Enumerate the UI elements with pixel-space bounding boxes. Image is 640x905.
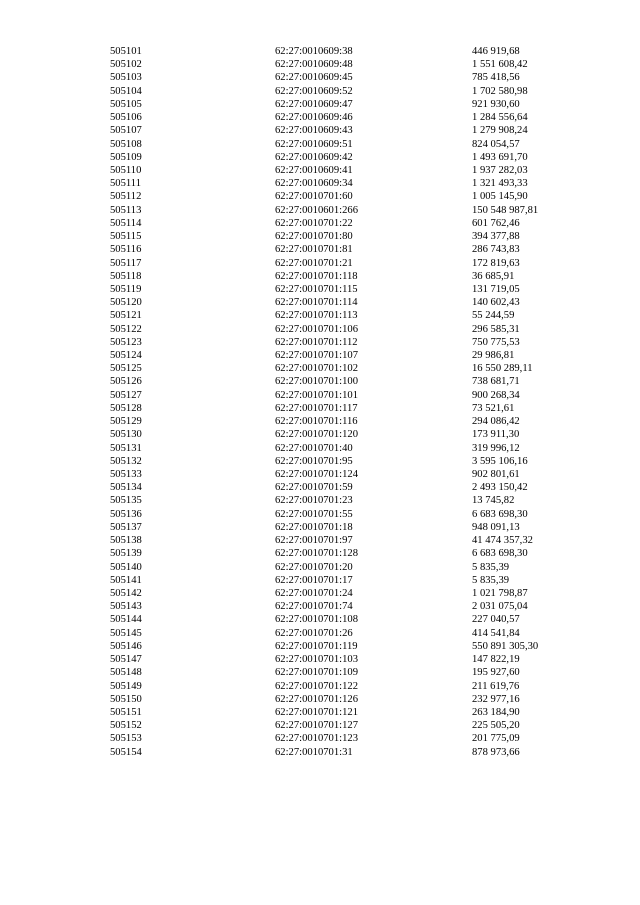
cadastral-number: 62:27:0010701:95 bbox=[275, 455, 353, 467]
cadastral-number: 62:27:0010701:121 bbox=[275, 706, 358, 718]
table-row bbox=[110, 257, 570, 270]
row-number: 505138 bbox=[110, 535, 142, 547]
cadastral-value: 150 548 987,81 bbox=[472, 204, 539, 216]
table-row bbox=[110, 666, 570, 679]
table-row bbox=[110, 587, 570, 600]
table-row bbox=[110, 402, 570, 415]
cadastral-value: 824 054,57 bbox=[472, 138, 520, 150]
cadastral-value: 55 244,59 bbox=[472, 310, 515, 322]
row-number: 505146 bbox=[110, 640, 142, 652]
cadastral-value: 1 284 556,64 bbox=[472, 112, 528, 124]
cadastral-value: 263 184,90 bbox=[472, 706, 520, 718]
cadastral-number: 62:27:0010609:46 bbox=[275, 112, 353, 124]
cadastral-number: 62:27:0010609:51 bbox=[275, 138, 353, 150]
cadastral-value: 414 541,84 bbox=[472, 627, 520, 639]
row-number: 505110 bbox=[110, 164, 142, 176]
row-number: 505136 bbox=[110, 508, 142, 520]
table-row bbox=[110, 283, 570, 296]
table-row bbox=[110, 719, 570, 732]
table-row bbox=[110, 494, 570, 507]
cadastral-number: 62:27:0010701:80 bbox=[275, 231, 353, 243]
table-row bbox=[110, 640, 570, 653]
table-row bbox=[110, 561, 570, 574]
cadastral-number: 62:27:0010701:103 bbox=[275, 654, 358, 666]
cadastral-number: 62:27:0010701:102 bbox=[275, 363, 358, 375]
table-row bbox=[110, 613, 570, 626]
row-number: 505153 bbox=[110, 733, 142, 745]
table-row bbox=[110, 706, 570, 719]
cadastral-value: 1 551 608,42 bbox=[472, 59, 528, 71]
row-number: 505141 bbox=[110, 574, 142, 586]
cadastral-value: 227 040,57 bbox=[472, 614, 520, 626]
cadastral-number: 62:27:0010701:40 bbox=[275, 442, 353, 454]
table-row bbox=[110, 270, 570, 283]
table-row bbox=[110, 455, 570, 468]
row-number: 505145 bbox=[110, 627, 142, 639]
row-number: 505150 bbox=[110, 693, 142, 705]
cadastral-number: 62:27:0010701:55 bbox=[275, 508, 353, 520]
row-number: 505125 bbox=[110, 363, 142, 375]
cadastral-value: 201 775,09 bbox=[472, 733, 520, 745]
cadastral-value: 173 911,30 bbox=[472, 429, 520, 441]
cadastral-value: 195 927,60 bbox=[472, 667, 520, 679]
cadastral-value: 225 505,20 bbox=[472, 720, 520, 732]
cadastral-number: 62:27:0010701:109 bbox=[275, 667, 358, 679]
cadastral-value: 601 762,46 bbox=[472, 217, 520, 229]
row-number: 505133 bbox=[110, 469, 142, 480]
cadastral-number: 62:27:0010701:115 bbox=[275, 283, 358, 295]
row-number: 505131 bbox=[110, 442, 142, 454]
table-row bbox=[110, 243, 570, 256]
cadastral-value: 131 719,05 bbox=[472, 283, 520, 295]
row-number: 505126 bbox=[110, 376, 142, 388]
table-row bbox=[110, 124, 570, 137]
row-number: 505105 bbox=[110, 98, 142, 110]
cadastral-number: 62:27:0010701:108 bbox=[275, 614, 358, 626]
cadastral-number: 62:27:0010701:31 bbox=[275, 746, 353, 758]
row-number: 505137 bbox=[110, 521, 142, 533]
cadastral-number: 62:27:0010609:38 bbox=[275, 46, 353, 57]
cadastral-number: 62:27:0010701:97 bbox=[275, 535, 353, 547]
cadastral-number: 62:27:0010701:106 bbox=[275, 323, 358, 335]
table-row bbox=[110, 481, 570, 494]
row-number: 505102 bbox=[110, 59, 142, 71]
cadastral-number: 62:27:0010609:34 bbox=[275, 178, 353, 190]
row-number: 505130 bbox=[110, 429, 142, 441]
row-number: 505124 bbox=[110, 350, 142, 362]
cadastral-value: 41 474 357,32 bbox=[472, 535, 533, 547]
cadastral-value: 73 521,61 bbox=[472, 402, 515, 414]
table-row bbox=[110, 653, 570, 666]
row-number: 505144 bbox=[110, 614, 142, 626]
table-row bbox=[110, 296, 570, 309]
cadastral-value: 750 775,53 bbox=[472, 336, 520, 348]
row-number: 505132 bbox=[110, 455, 142, 467]
cadastral-value: 1 937 282,03 bbox=[472, 164, 528, 176]
row-number: 505134 bbox=[110, 482, 142, 494]
table-row bbox=[110, 71, 570, 84]
cadastral-number: 62:27:0010701:113 bbox=[275, 310, 358, 322]
cadastral-value: 319 996,12 bbox=[472, 442, 520, 454]
row-number: 505116 bbox=[110, 244, 142, 256]
cadastral-value: 296 585,31 bbox=[472, 323, 520, 335]
cadastral-number: 62:27:0010701:107 bbox=[275, 350, 358, 362]
table-row bbox=[110, 58, 570, 71]
cadastral-number: 62:27:0010701:122 bbox=[275, 680, 358, 692]
cadastral-number: 62:27:0010701:18 bbox=[275, 521, 353, 533]
cadastral-value: 36 685,91 bbox=[472, 270, 515, 282]
cadastral-number: 62:27:0010609:41 bbox=[275, 164, 353, 176]
table-row bbox=[110, 336, 570, 349]
row-number: 505104 bbox=[110, 85, 142, 97]
cadastral-number: 62:27:0010609:45 bbox=[275, 72, 353, 84]
cadastral-value: 286 743,83 bbox=[472, 244, 520, 256]
cadastral-number: 62:27:0010701:114 bbox=[275, 297, 358, 309]
row-number: 505123 bbox=[110, 336, 142, 348]
row-number: 505112 bbox=[110, 191, 142, 203]
cadastral-value: 1 493 691,70 bbox=[472, 151, 528, 163]
cadastral-number: 62:27:0010701:21 bbox=[275, 257, 353, 269]
cadastral-number: 62:27:0010609:48 bbox=[275, 59, 353, 71]
row-number: 505117 bbox=[110, 257, 142, 269]
cadastral-value: 140 602,43 bbox=[472, 297, 520, 309]
row-number: 505135 bbox=[110, 495, 142, 507]
cadastral-value: 2 031 075,04 bbox=[472, 601, 528, 613]
row-number: 505111 bbox=[110, 178, 141, 190]
cadastral-number: 62:27:0010701:123 bbox=[275, 733, 358, 745]
table-row bbox=[110, 600, 570, 613]
cadastral-number: 62:27:0010701:116 bbox=[275, 416, 358, 428]
table-row bbox=[110, 45, 570, 58]
table-row bbox=[110, 521, 570, 534]
cadastral-value: 446 919,68 bbox=[472, 46, 520, 57]
cadastral-value: 172 819,63 bbox=[472, 257, 520, 269]
cadastral-number: 62:27:0010701:120 bbox=[275, 429, 358, 441]
row-number: 505128 bbox=[110, 402, 142, 414]
cadastral-value: 550 891 305,30 bbox=[472, 640, 539, 652]
cadastral-value: 900 268,34 bbox=[472, 389, 520, 401]
cadastral-value: 921 930,60 bbox=[472, 98, 520, 110]
row-number: 505109 bbox=[110, 151, 142, 163]
row-number: 505154 bbox=[110, 746, 142, 758]
row-number: 505119 bbox=[110, 283, 142, 295]
cadastral-number: 62:27:0010701:17 bbox=[275, 574, 353, 586]
row-number: 505142 bbox=[110, 587, 142, 599]
table-row bbox=[110, 217, 570, 230]
cadastral-number: 62:27:0010701:20 bbox=[275, 561, 353, 573]
table-row bbox=[110, 204, 570, 217]
row-number: 505122 bbox=[110, 323, 142, 335]
cadastral-number: 62:27:0010701:22 bbox=[275, 217, 353, 229]
table-row bbox=[110, 442, 570, 455]
table-row bbox=[110, 389, 570, 402]
row-number: 505121 bbox=[110, 310, 142, 322]
row-number: 505129 bbox=[110, 416, 142, 428]
cadastral-number: 62:27:0010701:117 bbox=[275, 402, 358, 414]
cadastral-value: 948 091,13 bbox=[472, 521, 520, 533]
table-row bbox=[110, 98, 570, 111]
table-row bbox=[110, 574, 570, 587]
cadastral-number: 62:27:0010601:266 bbox=[275, 204, 358, 216]
cadastral-number: 62:27:0010701:101 bbox=[275, 389, 358, 401]
cadastral-value: 232 977,16 bbox=[472, 693, 520, 705]
cadastral-value: 2 493 150,42 bbox=[472, 482, 528, 494]
cadastral-number: 62:27:0010701:124 bbox=[275, 469, 358, 480]
cadastral-value: 902 801,61 bbox=[472, 469, 520, 480]
table-row bbox=[110, 190, 570, 203]
row-number: 505140 bbox=[110, 561, 142, 573]
cadastral-number: 62:27:0010609:43 bbox=[275, 125, 353, 137]
cadastral-number: 62:27:0010701:23 bbox=[275, 495, 353, 507]
table-row bbox=[110, 746, 570, 759]
cadastral-number: 62:27:0010701:74 bbox=[275, 601, 353, 613]
cadastral-value: 13 745,82 bbox=[472, 495, 515, 507]
row-number: 505101 bbox=[110, 46, 142, 57]
table-row bbox=[110, 693, 570, 706]
row-number: 505103 bbox=[110, 72, 142, 84]
cadastral-number: 62:27:0010609:42 bbox=[275, 151, 353, 163]
cadastral-value: 5 835,39 bbox=[472, 574, 510, 586]
cadastral-number: 62:27:0010701:112 bbox=[275, 336, 358, 348]
table-row bbox=[110, 230, 570, 243]
row-number: 505113 bbox=[110, 204, 142, 216]
cadastral-number: 62:27:0010701:26 bbox=[275, 627, 353, 639]
row-number: 505143 bbox=[110, 601, 142, 613]
cadastral-value: 1 005 145,90 bbox=[472, 191, 528, 203]
cadastral-value: 1 279 908,24 bbox=[472, 125, 528, 137]
table-row bbox=[110, 111, 570, 124]
cadastral-value: 5 835,39 bbox=[472, 561, 510, 573]
cadastral-value: 1 702 580,98 bbox=[472, 85, 528, 97]
cadastral-value: 211 619,76 bbox=[472, 680, 520, 692]
table-row bbox=[110, 468, 570, 481]
cadastral-value: 394 377,88 bbox=[472, 231, 520, 243]
cadastral-number: 62:27:0010701:127 bbox=[275, 720, 358, 732]
table-row bbox=[110, 138, 570, 151]
table-row bbox=[110, 547, 570, 560]
cadastral-value: 6 683 698,30 bbox=[472, 548, 528, 560]
row-number: 505115 bbox=[110, 231, 142, 243]
cadastral-number: 62:27:0010701:100 bbox=[275, 376, 358, 388]
row-number: 505106 bbox=[110, 112, 142, 124]
cadastral-number: 62:27:0010701:128 bbox=[275, 548, 358, 560]
cadastral-value: 738 681,71 bbox=[472, 376, 520, 388]
cadastral-value: 878 973,66 bbox=[472, 746, 520, 758]
cadastral-value: 1 321 493,33 bbox=[472, 178, 528, 190]
table-row bbox=[110, 323, 570, 336]
cadastral-value: 294 086,42 bbox=[472, 416, 520, 428]
row-number: 505152 bbox=[110, 720, 142, 732]
cadastral-number: 62:27:0010701:126 bbox=[275, 693, 358, 705]
row-number: 505151 bbox=[110, 706, 142, 718]
cadastral-value: 3 595 106,16 bbox=[472, 455, 528, 467]
row-number: 505118 bbox=[110, 270, 142, 282]
cadastral-number: 62:27:0010701:119 bbox=[275, 640, 358, 652]
table-row bbox=[110, 627, 570, 640]
row-number: 505127 bbox=[110, 389, 142, 401]
table-row bbox=[110, 177, 570, 190]
row-number: 505114 bbox=[110, 217, 142, 229]
table-row bbox=[110, 349, 570, 362]
table-row bbox=[110, 428, 570, 441]
cadastral-number: 62:27:0010701:59 bbox=[275, 482, 353, 494]
table-row bbox=[110, 85, 570, 98]
cadastral-number: 62:27:0010701:118 bbox=[275, 270, 358, 282]
row-number: 505147 bbox=[110, 654, 142, 666]
table-row bbox=[110, 415, 570, 428]
cadastral-number: 62:27:0010701:60 bbox=[275, 191, 353, 203]
table-row bbox=[110, 375, 570, 388]
cadastral-value: 16 550 289,11 bbox=[472, 363, 533, 375]
row-number: 505148 bbox=[110, 667, 142, 679]
table-row bbox=[110, 151, 570, 164]
row-number: 505120 bbox=[110, 297, 142, 309]
cadastral-number: 62:27:0010609:52 bbox=[275, 85, 353, 97]
row-number: 505107 bbox=[110, 125, 142, 137]
cadastral-value: 785 418,56 bbox=[472, 72, 520, 84]
row-number: 505149 bbox=[110, 680, 142, 692]
table-row bbox=[110, 732, 570, 745]
row-number: 505139 bbox=[110, 548, 142, 560]
cadastral-value: 147 822,19 bbox=[472, 654, 520, 666]
table-row bbox=[110, 309, 570, 322]
cadastral-value: 1 021 798,87 bbox=[472, 587, 528, 599]
table-row bbox=[110, 534, 570, 547]
table-row bbox=[110, 508, 570, 521]
cadastral-value: 29 986,81 bbox=[472, 350, 515, 362]
table-row bbox=[110, 362, 570, 375]
cadastral-number: 62:27:0010609:47 bbox=[275, 98, 353, 110]
cadastral-number: 62:27:0010701:24 bbox=[275, 587, 353, 599]
cadastral-number: 62:27:0010701:81 bbox=[275, 244, 353, 256]
cadastral-value: 6 683 698,30 bbox=[472, 508, 528, 520]
table-row bbox=[110, 680, 570, 693]
row-number: 505108 bbox=[110, 138, 142, 150]
cadastral-table bbox=[110, 45, 570, 759]
table-row bbox=[110, 164, 570, 177]
